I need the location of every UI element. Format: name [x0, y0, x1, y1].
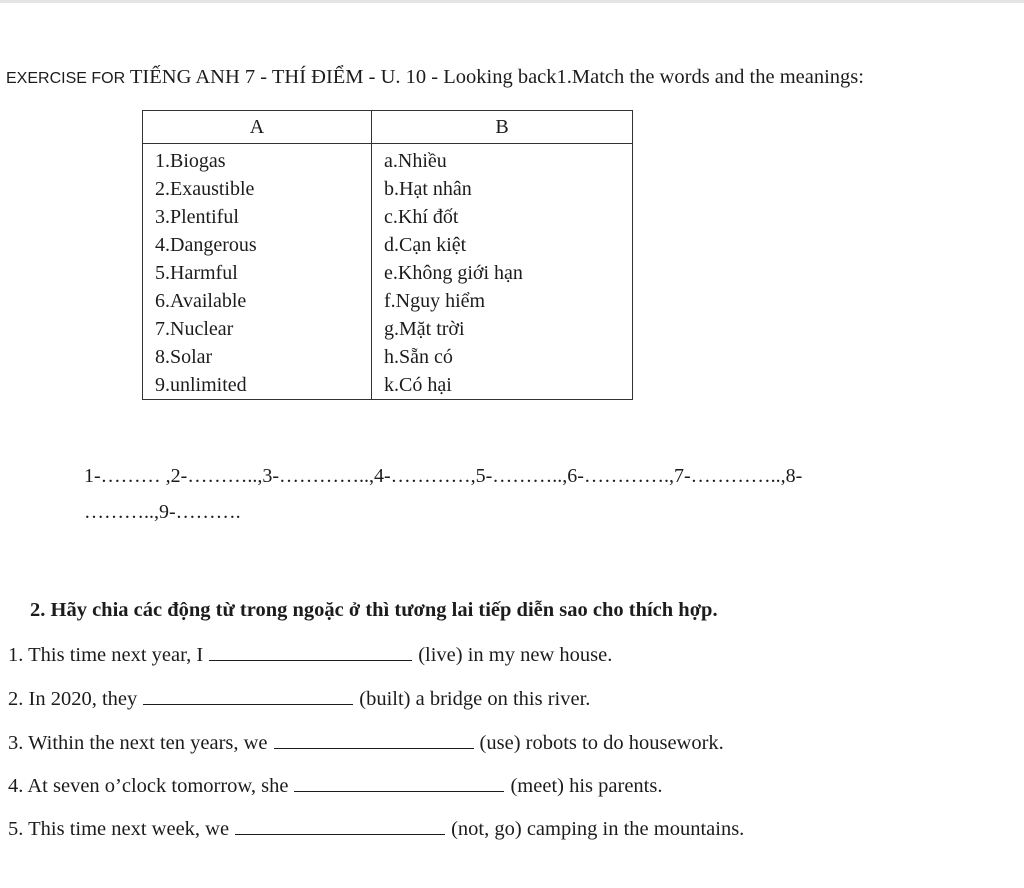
column-b-meanings [372, 144, 633, 400]
word-item: 2.Exaustible [155, 178, 255, 200]
column-b-header: B [372, 111, 633, 144]
section-2-heading: 2. Hãy chia các động từ trong ngoặc ở thì tương lai tiếp diễn sao cho thích hợp. [30, 599, 718, 621]
meaning-item: d.Cạn kiệt [384, 234, 467, 256]
word-item: 3.Plentiful [155, 206, 239, 228]
sentence-end: (not, go) camping in the mountains. [451, 818, 745, 840]
answer-blank[interactable] [235, 816, 445, 835]
answer-blank[interactable] [294, 773, 504, 792]
sentence-start: 1. This time next year, I [8, 644, 204, 666]
answer-line-1: 1-……… ,2-………..,3-…………..,4-…………,5-………..,6-………….,7-…………..,8- [84, 465, 803, 487]
word-item: 9.unlimited [155, 374, 247, 396]
title-rest: TIẾNG ANH 7 - THÍ ĐIỂM - U. 10 - Looking back1.Match the words and the meanings: [125, 66, 864, 88]
exercise-sentence-1 [8, 641, 612, 669]
meaning-item: f.Nguy hiểm [384, 290, 486, 312]
title-caps: EXERCISE FOR [6, 70, 126, 87]
meaning-item: k.Có hại [384, 374, 452, 396]
answer-line-2: ………..,9-………. [84, 501, 241, 523]
exercise-sentence-4 [8, 772, 662, 800]
meaning-item: a.Nhiều [384, 150, 447, 172]
sentence-start: 5. This time next week, we [8, 818, 230, 840]
sentence-end: (live) in my new house. [418, 644, 613, 666]
sentence-start: 4. At seven o’clock tomorrow, she [8, 775, 289, 797]
meaning-item: e.Không giới hạn [384, 262, 523, 284]
exercise-sentence-5 [8, 815, 744, 843]
meaning-item: g.Mặt trời [384, 318, 465, 340]
exercise-sentence-2 [8, 685, 590, 713]
sentence-end: (built) a bridge on this river. [359, 688, 591, 710]
word-item: 7.Nuclear [155, 318, 234, 340]
column-a-header: A [143, 111, 372, 144]
answer-lines [84, 458, 1014, 530]
sentence-end: (use) robots to do housework. [479, 732, 724, 754]
word-item: 4.Dangerous [155, 234, 257, 256]
matching-table [142, 110, 633, 400]
page-top-border [0, 0, 1024, 3]
sentence-start: 2. In 2020, they [8, 688, 138, 710]
sentence-start: 3. Within the next ten years, we [8, 732, 268, 754]
sentence-end: (meet) his parents. [510, 775, 663, 797]
meaning-item: h.Sẵn có [384, 346, 453, 368]
word-item: 5.Harmful [155, 262, 238, 284]
word-item: 6.Available [155, 290, 247, 312]
word-item: 1.Biogas [155, 150, 226, 172]
meaning-item: c.Khí đốt [384, 206, 459, 228]
meaning-item: b.Hạt nhân [384, 178, 472, 200]
word-item: 8.Solar [155, 346, 213, 368]
page-title [6, 62, 1021, 94]
column-a-words [143, 144, 372, 400]
answer-blank[interactable] [143, 686, 353, 705]
answer-blank[interactable] [209, 642, 412, 661]
exercise-sentence-3 [8, 729, 724, 757]
answer-blank[interactable] [274, 730, 474, 749]
